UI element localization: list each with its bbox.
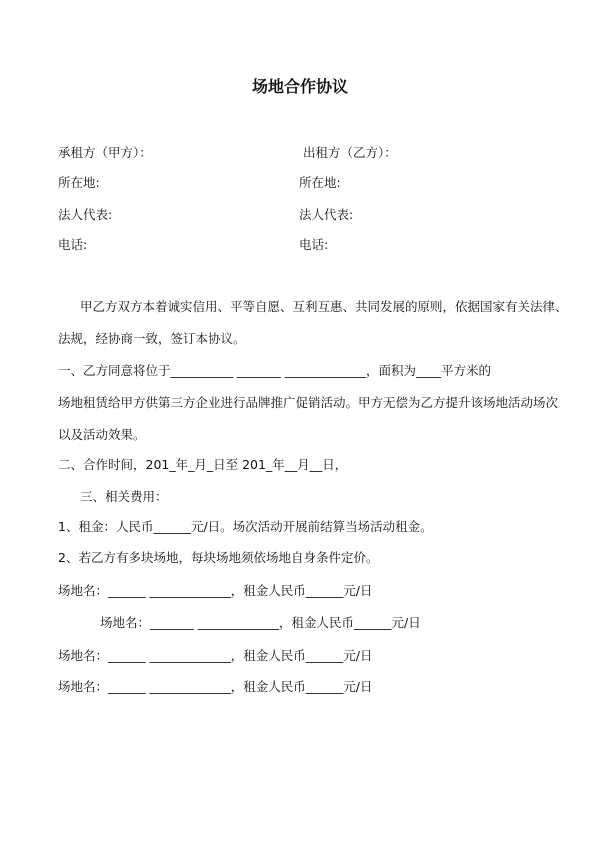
venue-rent-unit: 元/日 <box>391 615 421 630</box>
venue-row <box>100 614 421 632</box>
lessor-label: 出租方（乙方）： <box>303 145 397 160</box>
clause1-line3: 以及活动效果。 <box>58 427 146 442</box>
lessee-label: 承租方（甲方）： <box>58 145 152 160</box>
fee-item-2: 2、若乙方有多块场地，每块场地须依场地自身条件定价。 <box>58 550 379 565</box>
venue-row <box>58 647 372 665</box>
clause3-heading: 三、相关费用： <box>80 489 168 504</box>
venue-label: 场地名： <box>58 648 109 663</box>
venue-name-blank: ______ _____________ <box>108 679 231 694</box>
venue-label: 场地名： <box>58 583 109 598</box>
venue-label: 场地名： <box>58 679 109 694</box>
lessee-rep-label: 法人代表: <box>58 207 113 222</box>
venue-row <box>58 678 372 696</box>
lessor-address-label: 所在地: <box>299 175 341 190</box>
clause1-line1: 一、乙方同意将位于__________ _______ _____________，面积为____平方米的 <box>58 363 491 378</box>
venue-row <box>58 582 372 600</box>
venue-rent-blank: ______ <box>305 679 344 694</box>
venue-rent-unit: 元/日 <box>343 648 373 663</box>
venue-rent-label: ，租金人民币 <box>230 679 306 694</box>
venue-rent-unit: 元/日 <box>343 679 373 694</box>
lessor-rep-label: 法人代表: <box>299 207 354 222</box>
clause2: 二、合作时间，201_年_月_日至 201_年__月__日， <box>58 457 348 472</box>
venue-rent-label: ，租金人民币 <box>230 648 306 663</box>
lessee-phone-label: 电话: <box>58 237 88 252</box>
venue-rent-label: ，租金人民币 <box>230 583 306 598</box>
lessor-phone-label: 电话: <box>299 237 329 252</box>
venue-name-blank: ______ _____________ <box>108 583 231 598</box>
intro-paragraph-line1: 甲乙方双方本着诚实信用、平等自愿、互利互惠、共同发展的原则，依据国家有关法律、 <box>80 299 568 314</box>
venue-rent-label: ，租金人民币 <box>279 615 355 630</box>
venue-rent-blank: ______ <box>354 615 392 630</box>
venue-rent-unit: 元/日 <box>343 583 373 598</box>
lessee-address-label: 所在地: <box>58 175 100 190</box>
clause1-line2: 场地租赁给甲方供第三方企业进行品牌推广促销活动。甲方无偿为乙方提升该场地活动场次 <box>58 395 559 410</box>
venue-name-blank: ______ _____________ <box>108 648 231 663</box>
document-title: 场地合作协议 <box>251 77 348 96</box>
venue-rent-blank: ______ <box>305 648 344 663</box>
venue-label: 场地名： <box>100 615 151 630</box>
venue-rent-blank: ______ <box>305 583 344 598</box>
venue-name-blank: _______ _____________ <box>150 615 279 630</box>
fee-item-1: 1、租金：人民币______元/日。场次活动开展前结算当场活动租金。 <box>58 519 433 534</box>
intro-paragraph-line2: 法规，经协商一致，签订本协议。 <box>58 331 246 346</box>
